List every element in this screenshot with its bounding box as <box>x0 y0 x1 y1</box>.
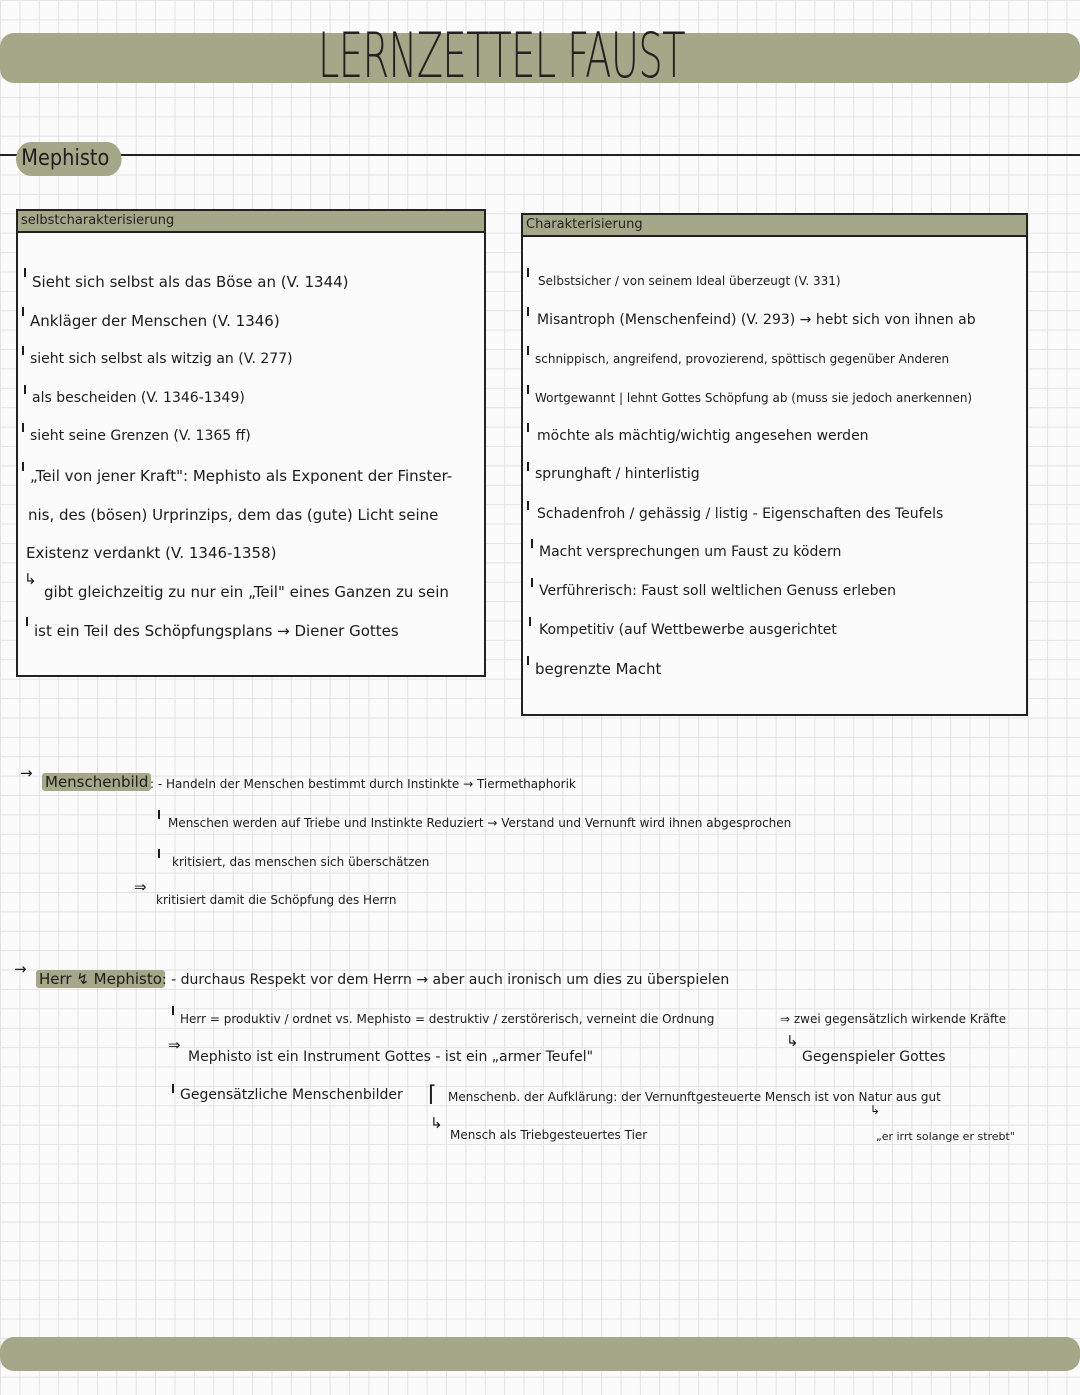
bullet-dash <box>22 307 24 316</box>
right-line-9: Verführerisch: Faust soll weltlichen Genuss erleben <box>539 583 897 599</box>
menschenbild-highlight: Menschenbild <box>42 773 151 791</box>
bullet-dash <box>24 385 26 394</box>
menschenbild-line-4: kritisiert damit die Schöpfung des Herrn <box>156 893 397 907</box>
menschenbild-line-2: Menschen werden auf Triebe und Instinkte Reduziert → Verstand und Vernunft wird ihnen abgesprochen <box>168 816 792 830</box>
bullet-dash <box>158 810 160 819</box>
turn-arrow-icon: ↳ <box>430 1114 443 1132</box>
implies-arrow-icon: ⇒ <box>134 878 147 896</box>
turn-arrow-icon: ↳ <box>870 1103 881 1117</box>
left-line-6: „Teil von jener Kraft": Mephisto als Exponent der Finster- <box>30 467 453 485</box>
charakterisierung-box <box>521 213 1028 716</box>
herr-line-2: Herr = produktiv / ordnet vs. Mephisto = destruktiv / zerstörerisch, verneint die Ordnung <box>180 1012 715 1026</box>
right-line-8: Macht versprechungen um Faust zu ködern <box>539 544 842 560</box>
menschenbild-line-1: : - Handeln der Menschen bestimmt durch Instinkte → Tiermethaphorik <box>150 777 576 791</box>
turn-arrow-icon: ↳ <box>786 1032 799 1050</box>
bullet-dash <box>22 346 24 355</box>
herr-line-4a: Menschenb. der Aufklärung: der Vernunftgesteuerte Mensch ist von Natur aus gut <box>448 1090 941 1104</box>
box-header-left: selbstcharakterisierung <box>18 211 484 233</box>
bullet-dash <box>527 268 529 277</box>
left-line-3: sieht sich selbst als witzig an (V. 277) <box>30 351 293 367</box>
herr-line-3: Mephisto ist ein Instrument Gottes - ist ein „armer Teufel" <box>188 1049 594 1065</box>
herr-line-5: Mensch als Triebgesteuertes Tier <box>450 1128 648 1142</box>
bullet-dash <box>527 385 529 394</box>
left-line-7: nis, des (bösen) Urprinzips, dem das (gute) Licht seine <box>28 506 439 524</box>
left-line-2: Ankläger der Menschen (V. 1346) <box>30 312 280 330</box>
right-line-2: Misantroph (Menschenfeind) (V. 293) → hebt sich von ihnen ab <box>537 312 976 328</box>
right-line-3: schnippisch, angreifend, provozierend, spöttisch gegenüber Anderen <box>535 352 950 366</box>
bottom-band <box>0 1337 1080 1371</box>
right-arrow-icon: → <box>14 960 27 978</box>
herr-highlight: Herr ↯ Mephisto <box>36 970 165 988</box>
menschenbild-label <box>42 773 151 791</box>
left-line-8: Existenz verdankt (V. 1346-1358) <box>26 544 277 562</box>
left-line-4: als bescheiden (V. 1346-1349) <box>32 390 245 406</box>
herr-line-4b: „er irrt solange er strebt" <box>876 1130 1015 1143</box>
herr-line-1: : - durchaus Respekt vor dem Herrn → aber auch ironisch um dies zu überspielen <box>162 972 730 988</box>
bullet-dash <box>158 849 160 858</box>
bullet-dash <box>24 268 26 277</box>
right-line-1: Selbstsicher / von seinem Ideal überzeugt (V. 331) <box>538 274 841 288</box>
right-line-6: sprunghaft / hinterlistig <box>535 466 700 482</box>
bullet-dash <box>22 462 24 471</box>
section-divider <box>0 154 1080 156</box>
right-line-11: begrenzte Macht <box>535 660 662 678</box>
implies-arrow-icon: ⇒ <box>168 1036 181 1054</box>
left-line-5: sieht seine Grenzen (V. 1365 ff) <box>30 428 251 444</box>
bullet-dash <box>527 501 529 510</box>
right-arrow-icon: → <box>20 764 33 782</box>
bullet-dash <box>527 656 529 665</box>
bullet-dash <box>26 617 28 626</box>
left-line-10: ist ein Teil des Schöpfungsplans → Diener Gottes <box>34 622 399 640</box>
page-title: LERNZETTEL FAUST <box>318 19 685 92</box>
bullet-dash <box>529 617 531 626</box>
bullet-dash <box>172 1084 174 1093</box>
bullet-dash <box>531 539 533 548</box>
branch-bracket-icon: ⌈ <box>428 1082 437 1107</box>
herr-label <box>36 970 165 988</box>
section-label: Mephisto <box>16 142 122 176</box>
turn-arrow-icon: ↳ <box>24 570 37 588</box>
bullet-dash <box>527 462 529 471</box>
herr-line-4: Gegensätzliche Menschenbilder <box>180 1087 403 1103</box>
bullet-dash <box>527 423 529 432</box>
bullet-dash <box>527 307 529 316</box>
right-line-10: Kompetitiv (auf Wettbewerbe ausgerichtet <box>539 622 837 638</box>
bullet-dash <box>531 578 533 587</box>
herr-line-2b: ⇒ zwei gegensätzlich wirkende Kräfte <box>780 1012 1007 1026</box>
left-line-9: gibt gleichzeitig zu nur ein „Teil" eines Ganzen zu sein <box>44 583 449 601</box>
right-line-5: möchte als mächtig/wichtig angesehen werden <box>537 428 869 444</box>
bullet-dash <box>172 1006 174 1015</box>
right-line-7: Schadenfroh / gehässig / listig - Eigenschaften des Teufels <box>537 506 944 522</box>
right-line-4: Wortgewannt | lehnt Gottes Schöpfung ab (muss sie jedoch anerkennen) <box>535 391 973 405</box>
box-header-right: Charakterisierung <box>523 215 1026 237</box>
bullet-dash <box>22 423 24 432</box>
menschenbild-line-3: kritisiert, das menschen sich überschätzen <box>172 855 430 869</box>
bullet-dash <box>527 346 529 355</box>
left-line-1: Sieht sich selbst als das Böse an (V. 1344) <box>32 273 349 291</box>
herr-line-3b: Gegenspieler Gottes <box>802 1049 946 1065</box>
